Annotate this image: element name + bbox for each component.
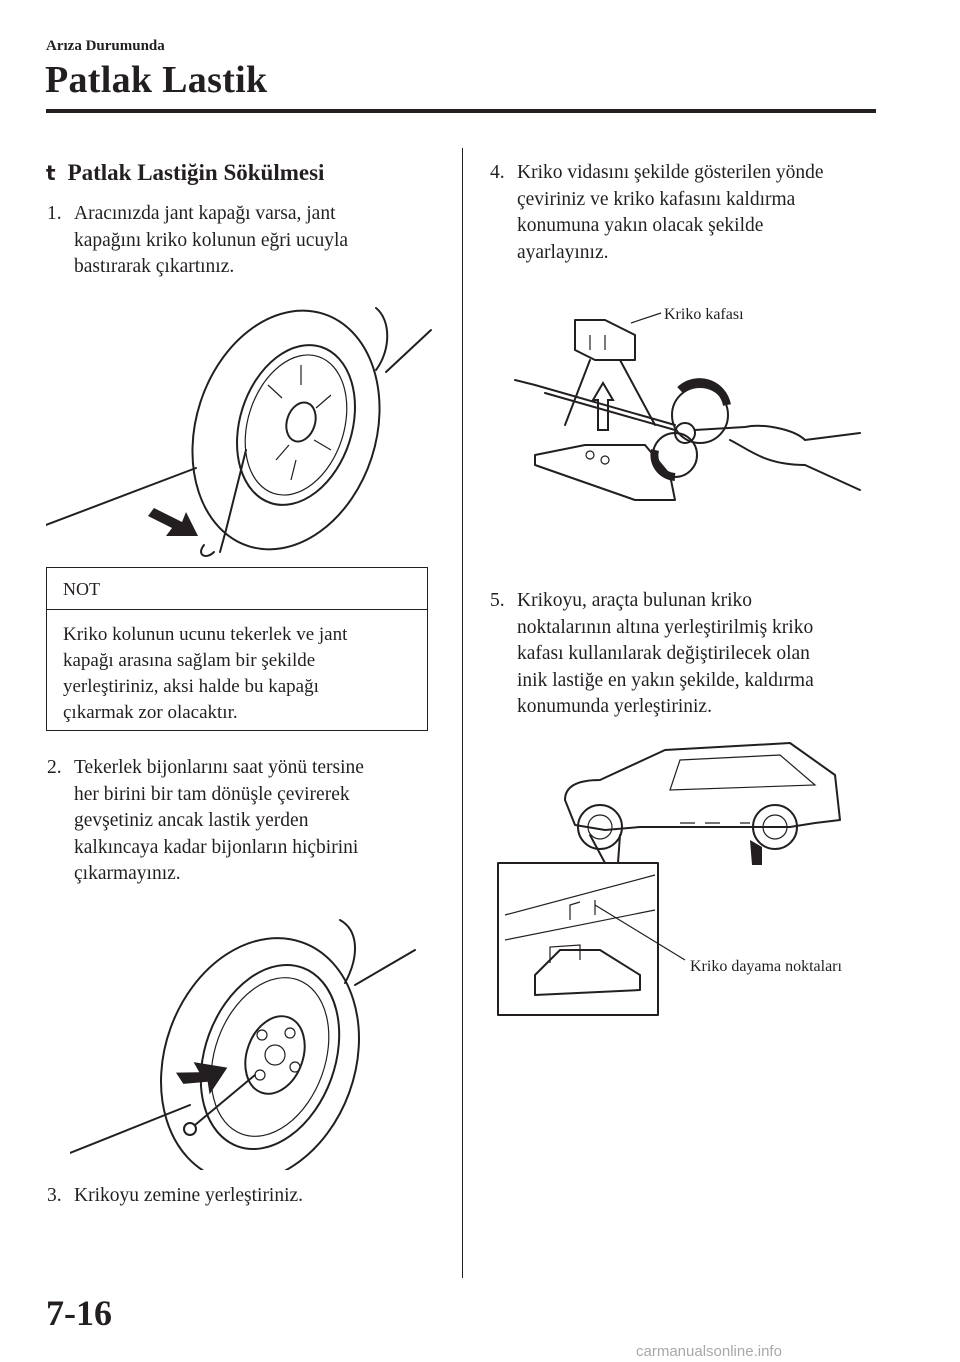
step-2 xyxy=(47,755,447,888)
watermark: carmanualsonline.info xyxy=(636,1343,782,1360)
page-number: 7-16 xyxy=(46,1293,112,1333)
step-text: Aracınızda jant kapağı varsa, jant kapağını kriko kolunun eğri ucuyla bastırarak çıkartınız. xyxy=(74,203,349,277)
step-text: Krikoyu, araçta bulunan kriko noktalarının altına yerleştirilmiş kriko kafası kullanılarak değiştirilecek olan inik lastiğe en yakın şekilde, kaldırma konumunda yerleştiriniz. xyxy=(517,590,814,717)
step-number: 1. xyxy=(47,203,62,224)
header-divider xyxy=(46,109,876,113)
note-header xyxy=(47,568,427,610)
step-text: Kriko vidasını şekilde gösterilen yönde çeviriniz ve kriko kafasını kaldırma konumuna yakın olacak şekilde ayarlayınız. xyxy=(517,162,824,263)
section-heading-text: Patlak Lastiğin Sökülmesi xyxy=(67,160,325,185)
hubcap-removal-illustration xyxy=(46,290,436,560)
step-text: Tekerlek bijonlarını saat yönü tersine her birini bir tam dönüşle çevirerek gevşetiniz ancak lastik yerden kalkıncaya kadar bijonların hiçbirini çıkarmayınız. xyxy=(74,757,364,884)
callout-jack-head: Kriko kafası xyxy=(664,306,744,323)
section-bullet: t xyxy=(46,161,56,185)
step-4 xyxy=(490,160,890,266)
note-box xyxy=(46,567,428,731)
step-number: 4. xyxy=(490,162,505,183)
lug-nut-loosening-illustration xyxy=(70,915,420,1170)
scissor-jack-illustration xyxy=(505,305,865,515)
step-3 xyxy=(47,1183,447,1210)
step-number: 2. xyxy=(47,757,62,778)
jack-points-illustration xyxy=(490,735,870,1020)
section-heading xyxy=(46,160,324,186)
column-divider xyxy=(462,148,463,1278)
page-title: Patlak Lastik xyxy=(45,59,268,101)
step-number: 5. xyxy=(490,590,505,611)
step-text: Krikoyu zemine yerleştiriniz. xyxy=(74,1185,304,1206)
note-heading: NOT xyxy=(63,579,100,599)
callout-jack-points: Kriko dayama noktaları xyxy=(690,958,842,975)
step-number: 3. xyxy=(47,1185,62,1206)
note-text: Kriko kolunun ucunu tekerlek ve jant kapağı arasına sağlam bir şekilde yerleştiriniz, aksi halde bu kapağı çıkarmak zor olacaktır. xyxy=(63,624,348,723)
step-1 xyxy=(47,201,447,281)
chapter-label: Arıza Durumunda xyxy=(46,38,165,54)
step-5 xyxy=(490,588,890,721)
